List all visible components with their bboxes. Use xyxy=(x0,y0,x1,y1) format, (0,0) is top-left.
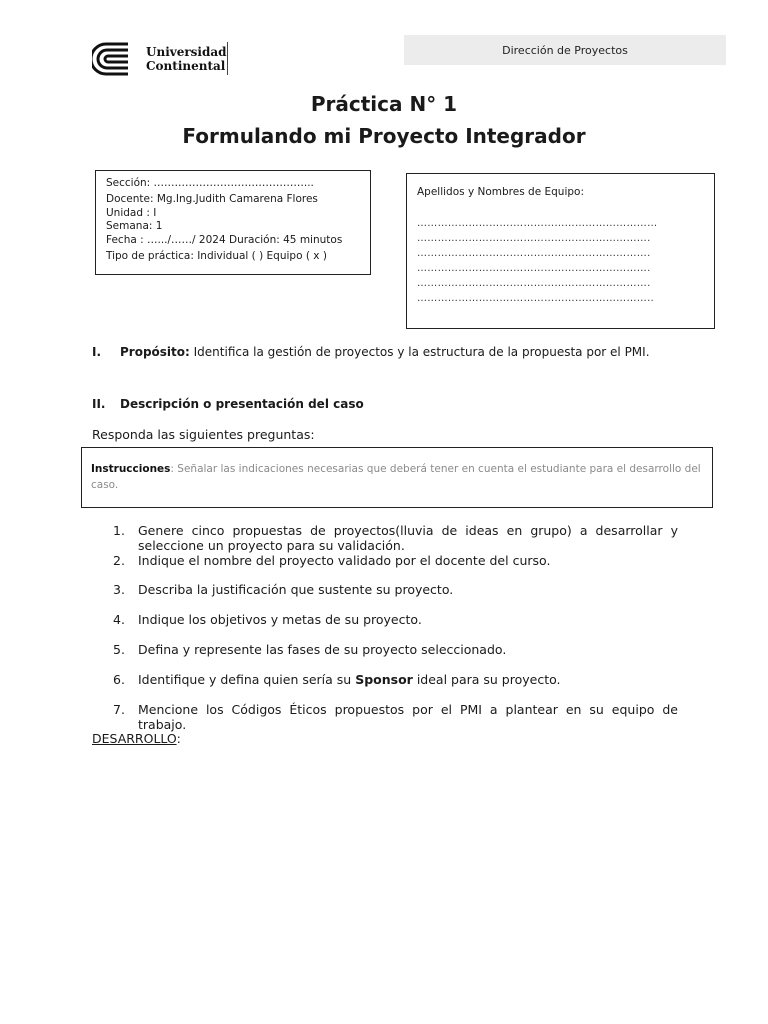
list-item xyxy=(113,702,678,732)
team-name-line: ……………………….…………………………………. xyxy=(417,278,651,289)
instructions-text: : Señalar las indicaciones necesarias que deberá tener en cuenta el estudiante para el desarrollo del caso. xyxy=(91,463,701,491)
university-logo xyxy=(92,40,237,78)
team-name-line: ……………………….…………………………………. xyxy=(417,248,651,259)
team-name-line: ……………………….…………………………………. xyxy=(417,233,651,244)
section-number: II. xyxy=(92,397,106,411)
university-name-line1: Universidad xyxy=(146,45,227,59)
section-heading: Propósito: xyxy=(120,345,190,359)
unit-header-box xyxy=(404,35,726,65)
list-item xyxy=(113,582,678,597)
unidad-field: Unidad : I xyxy=(106,207,157,219)
university-name-line2: Continental xyxy=(146,59,226,73)
question-text: Describa la justificación que sustente su proyecto. xyxy=(138,582,454,597)
sponsor-term: Sponsor xyxy=(355,672,413,687)
semana-field: Semana: 1 xyxy=(106,220,163,232)
team-names-box xyxy=(406,173,715,329)
question-text: Mencione los Códigos Éticos propuestos por el PMI a plantear en su equipo de trabajo. xyxy=(138,702,678,732)
university-name xyxy=(146,45,227,73)
question-number: 1. xyxy=(113,523,125,538)
list-item xyxy=(113,642,678,657)
question-number: 6. xyxy=(113,672,125,687)
university-logo-icon xyxy=(92,40,142,78)
respond-prompt: Responda las siguientes preguntas: xyxy=(92,427,315,442)
question-text-pre: Identifique y defina quien sería su xyxy=(138,672,356,687)
question-text: Defina y represente las fases de su proyecto seleccionado. xyxy=(138,642,507,657)
document-title: Práctica N° 1 xyxy=(310,92,458,116)
seccion-field: Sección: ……………………….……………... xyxy=(106,177,314,189)
docente-field: Docente: Mg.Ing.Judith Camarena Flores xyxy=(106,192,318,205)
document-subtitle: Formulando mi Proyecto Integrador xyxy=(182,124,586,148)
question-number: 3. xyxy=(113,582,125,597)
question-text: Indique los objetivos y metas de su proyecto. xyxy=(138,612,422,627)
team-names-label: Apellidos y Nombres de Equipo: xyxy=(417,186,584,198)
question-number: 2. xyxy=(113,553,125,568)
section-number: I. xyxy=(92,345,102,359)
question-text: Genere cinco propuestas de proyectos(lluvia de ideas en grupo) a desarrollar y seleccione un proyecto para su validación. xyxy=(138,523,678,553)
logo-divider xyxy=(227,42,228,75)
list-item xyxy=(113,523,678,553)
desarrollo-label: DESARROLLO xyxy=(92,731,177,746)
desarrollo-heading xyxy=(92,731,181,746)
section-purpose xyxy=(92,345,650,359)
list-item xyxy=(113,612,678,627)
section-heading: Descripción o presentación del caso xyxy=(120,397,364,411)
question-number: 5. xyxy=(113,642,125,657)
tipo-practica-field: Tipo de práctica: Individual ( ) Equipo ( x ) xyxy=(106,249,327,262)
section-case-description xyxy=(92,397,364,411)
question-text xyxy=(138,672,678,687)
list-item xyxy=(113,553,678,568)
instructions-box xyxy=(81,447,713,508)
question-number: 4. xyxy=(113,612,125,627)
course-info-box xyxy=(95,170,371,275)
fecha-field: Fecha : ….../……/ 2024 Duración: 45 minutos xyxy=(106,234,343,246)
team-name-line: ……………………….…………………………………. xyxy=(417,263,651,274)
section-text: Identifica la gestión de proyectos y la estructura de la propuesta por el PMI. xyxy=(189,345,650,359)
team-name-lines xyxy=(417,216,714,306)
question-text-post: ideal para su proyecto. xyxy=(412,672,561,687)
team-name-line: ……………………….…………………………………… xyxy=(417,218,658,229)
desarrollo-suffix: : xyxy=(176,731,181,746)
question-text: Indique el nombre del proyecto validado por el docente del curso. xyxy=(138,553,551,568)
instructions-label: Instrucciones xyxy=(91,463,171,475)
question-number: 7. xyxy=(113,702,125,717)
team-name-line: ……………………….………………………………….. xyxy=(417,293,655,304)
unit-name: Dirección de Proyectos xyxy=(502,43,628,57)
list-item xyxy=(113,672,678,687)
